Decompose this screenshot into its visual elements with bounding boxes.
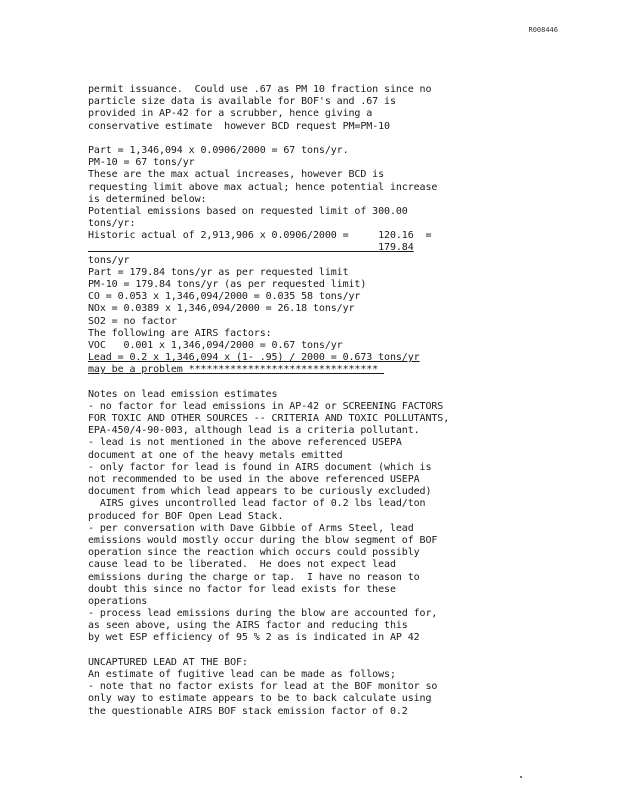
text-line: conservative estimate however BCD request PM=PM-10: [88, 120, 390, 132]
text-line: - note that no factor exists for lead at the BOF monitor so: [88, 681, 438, 693]
text-line: emissions would mostly occur during the blow segment of BOF: [88, 534, 438, 546]
text-line: Historic actual of 2,913,906 x 0.0906/2000 = 120.16 =: [88, 230, 432, 242]
text-line: - no factor for lead emissions in AP-42 or SCREENING FACTORS: [88, 400, 444, 412]
blank-line: [88, 377, 528, 389]
text-line: particle size data is available for BOF's and .67 is: [88, 96, 396, 108]
text-line: Potential emissions based on requested limit of 300.00: [88, 205, 408, 217]
text-line: document at one of the heavy metals emitted: [88, 449, 343, 461]
blank-line: [88, 133, 528, 145]
scan-speck: [520, 776, 522, 778]
text-line: operations: [88, 595, 148, 607]
text-line: - only factor for lead is found in AIRS document (which is: [88, 461, 432, 473]
page-identifier: R008446: [528, 26, 558, 34]
text-line: - per conversation with Dave Gibbie of Arms Steel, lead: [88, 522, 414, 534]
text-line: EPA-450/4-90-003, although lead is a criteria pollutant.: [88, 425, 420, 437]
text-line: FOR TOXIC AND OTHER SOURCES -- CRITERIA AND TOXIC POLLUTANTS,: [88, 413, 450, 425]
text-line-underlined: Lead = 0.2 x 1,346,094 x (1- .95) / 2000 = 0.673 tons/yr: [88, 352, 420, 364]
text-line: - lead is not mentioned in the above referenced USEPA: [88, 437, 402, 449]
text-line: NOx = 0.0389 x 1,346,094/2000 = 26.18 tons/yr: [88, 303, 355, 315]
text-line: CO = 0.053 x 1,346,094/2000 = 0.035 58 tons/yr: [88, 291, 361, 303]
blank-line: [88, 645, 528, 657]
text-line: as seen above, using the AIRS factor and reducing this: [88, 620, 408, 632]
memo-body: [88, 84, 528, 718]
text-line-underlined: may be a problem ********************************: [88, 364, 385, 376]
text-line: SO2 = no factor: [88, 315, 177, 327]
text-line: - process lead emissions during the blow are accounted for,: [88, 608, 438, 620]
text-line: VOC 0.001 x 1,346,094/2000 = 0.67 tons/yr: [88, 339, 343, 351]
text-line: produced for BOF Open Lead Stack.: [88, 510, 284, 522]
text-line: AIRS gives uncontrolled lead factor of 0.2 lbs lead/ton: [88, 498, 426, 510]
text-line: Part = 1,346,094 x 0.0906/2000 = 67 tons/yr.: [88, 144, 349, 156]
text-line: The following are AIRS factors:: [88, 327, 272, 339]
text-line: requesting limit above max actual; hence potential increase: [88, 181, 438, 193]
text-line: document from which lead appears to be curiously excluded): [88, 486, 432, 498]
text-line: cause lead to be liberated. He does not expect lead: [88, 559, 396, 571]
text-line: provided in AP-42 for a scrubber, hence giving a: [88, 108, 373, 120]
text-line-underlined: 179.84: [88, 242, 414, 254]
text-line: PM-10 = 179.84 tons/yr (as per requested limit): [88, 279, 367, 290]
text-line: permit issuance. Could use .67 as PM 10 fraction since no: [88, 84, 432, 95]
text-line: operation since the reaction which occurs could possibly: [88, 547, 420, 559]
text-line: emissions during the charge or tap. I have no reason to: [88, 571, 420, 583]
text-line: is determined below:: [88, 193, 207, 205]
text-line: tons/yr: [88, 254, 130, 266]
text-line: by wet ESP efficiency of 95 % 2 as is indicated in AP 42: [88, 632, 420, 644]
text-line: the questionable AIRS BOF stack emission factor of 0.2: [88, 705, 408, 717]
text-line: These are the max actual increases, however BCD is: [88, 169, 385, 181]
text-line: tons/yr:: [88, 218, 136, 230]
text-line: Notes on lead emission estimates: [88, 388, 278, 400]
text-line: doubt this since no factor for lead exists for these: [88, 583, 396, 595]
text-line: PM-10 = 67 tons/yr: [88, 157, 195, 169]
text-line: not recommended to be used in the above referenced USEPA: [88, 474, 420, 485]
text-line: Part = 179.84 tons/yr as per requested limit: [88, 266, 349, 278]
text-line: An estimate of fugitive lead can be made as follows;: [88, 669, 396, 680]
section-heading: UNCAPTURED LEAD AT THE BOF:: [88, 656, 248, 668]
text-line: only way to estimate appears to be to back calculate using: [88, 693, 432, 705]
